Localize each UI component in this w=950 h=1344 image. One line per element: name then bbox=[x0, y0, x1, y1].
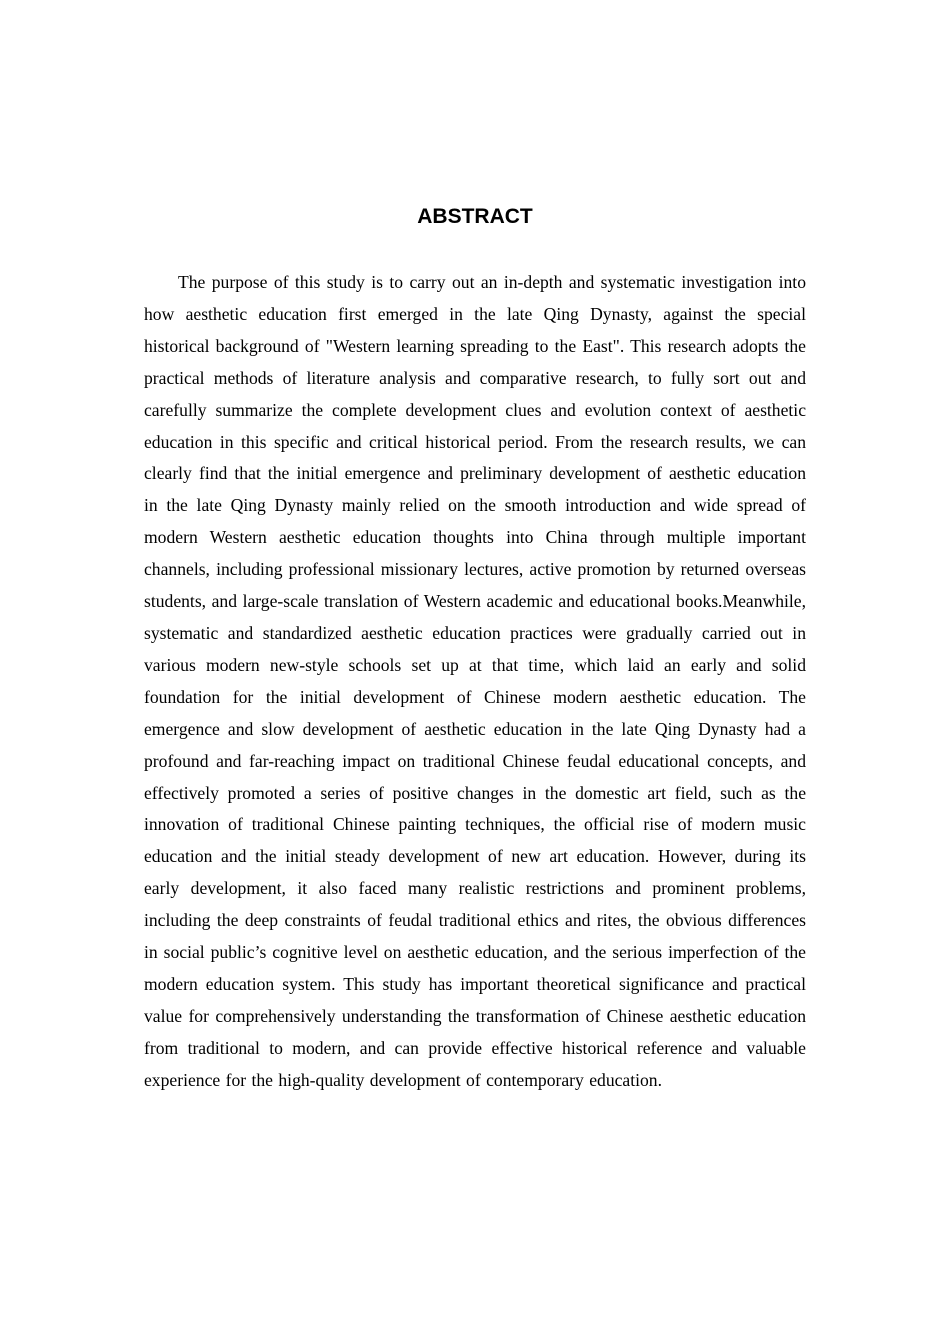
abstract-paragraph: The purpose of this study is to carry out an in-depth and systematic investigation into how aesthetic education first emerged in the late Qing Dynasty, against the special historical background of "Western learning spreading to the East". This research adopts the practical methods of literature analysis and comparative research, to fully sort out and carefully summarize the complete development clues and evolution context of aesthetic education in this specific and critical historical period. From the research results, we can clearly find that the initial emergence and preliminary development of aesthetic education in the late Qing Dynasty mainly relied on the smooth introduction and wide spread of modern Western aesthetic education thoughts into China through multiple important channels, including professional missionary lectures, active promotion by returned overseas students, and large-scale translation of Western academic and educational books.Meanwhile, systematic and standardized aesthetic education practices were gradually carried out in various modern new-style schools set up at that time, which laid an early and solid foundation for the initial development of Chinese modern aesthetic education. The emergence and slow development of aesthetic education in the late Qing Dynasty had a profound and far-reaching impact on traditional Chinese feudal educational concepts, and effectively promoted a series of positive changes in the domestic art field, such as the innovation of traditional Chinese painting techniques, the official rise of modern music education and the initial steady development of new art education. However, during its early development, it also faced many realistic restrictions and prominent problems, including the deep constraints of feudal traditional ethics and rites, the obvious differences in social public’s cognitive level on aesthetic education, and the serious imperfection of the modern education system. This study has important theoretical significance and practical value for comprehensively understanding the transformation of Chinese aesthetic education from traditional to modern, and can provide effective historical reference and valuable experience for the high-quality development of contemporary education. bbox=[144, 272, 806, 1090]
abstract-title: ABSTRACT bbox=[417, 205, 533, 228]
